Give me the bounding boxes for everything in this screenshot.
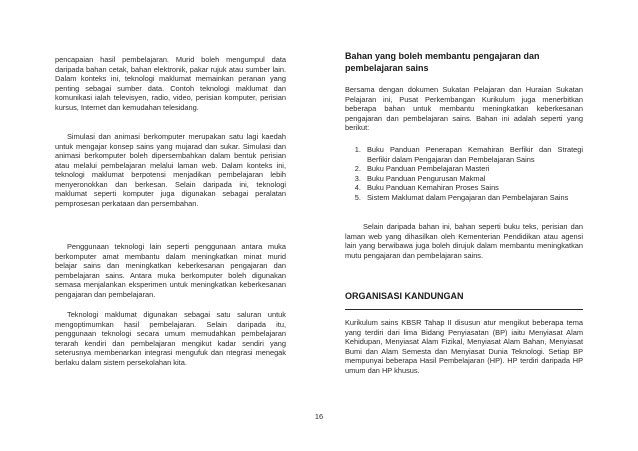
list-item: 5. Sistem Maklumat dalam Pengajaran dan Pembelajaran Sains	[363, 193, 583, 203]
heading-underline	[345, 309, 583, 310]
left-paragraph-4: Teknologi maklumat digunakan sebagai satu saluran untuk mengoptimumkan hasil pembelajaran. Selain daripada itu, penggunaan teknologi secara umum memudahkan pembelajaran terarah kendiri dan pembelajaran mengikut kadar sendiri yang seterusnya membenarkan integrasi mengufuk dan ntegrasi menegak berlaku dalam sistem persekolahan kita.	[55, 310, 286, 367]
section-heading-organisation: ORGANISASI KANDUNGAN	[345, 291, 464, 301]
left-paragraph-1: pencapaian hasil pembelajaran. Murid boleh mengumpul data daripada bahan cetak, bahan elektronik, pakar rujuk atau sumber lain. Dalam konteks ini, teknologi maklumat memainkan peranan yang penting sebagai sumber data. Contoh teknologi maklumat dan komunikasi ialah televisyen, radio, video, perisian komputer, perisian kursus, Internet dan kemudahan telesidang.	[55, 55, 286, 112]
list-item: 3. Buku Panduan Pengurusan Makmal	[363, 174, 583, 184]
list-item: 1. Buku Panduan Penerapan Kemahiran Berfikir dan Strategi Berfikir dalam Pengajaran dan Pembelajaran Sains	[363, 145, 583, 164]
section-heading-materials: Bahan yang boleh membantu pengajaran dan pembelajaran sains	[345, 51, 540, 73]
list-item: 2. Buku Panduan Pembelajaran Masteri	[363, 164, 583, 174]
page-number: 16	[314, 412, 324, 421]
left-paragraph-2: Simulasi dan animasi berkomputer merupakan satu lagi kaedah untuk mengajar konsep sains yang mujarad dan sukar. Simulasi dan animasi berkomputer boleh dipersembahkan dalam bentuk perisian atau melalui pembelajaran melalui laman web. Dalam konteks ini, teknologi maklumat berpotensi menjadikan pembelajaran lebih menyeronokkan dan berkesan. Selain daripada ini, teknologi maklumat seperti komputer juga digunakan sebagai peralatan pemprosesan perkataan dan persembahan.	[55, 132, 286, 208]
left-paragraph-3: Penggunaan teknologi lain seperti penggunaan antara muka berkomputer amat membantu dalam meningkatkan minat murid belajar sains dan meningkatkan keberkesanan pengajaran dan pembelajaran sains. Antara muka berkomputer boleh digunakan semasa menjalankan eksperimen untuk meningkatkan keberkesanan pengajaran dan pembelajaran.	[55, 242, 286, 299]
right-paragraph-2: Selain daripada bahan ini, bahan seperti buku teks, perisian dan laman web yang dihasilkan oleh Kementerian Pendidikan atau agensi lain yang berwibawa juga boleh dirujuk dalam membantu meningkatkan mutu pengajaran dan pembelajaran sains.	[345, 222, 583, 260]
right-paragraph-3: Kurikulum sains KBSR Tahap II disusun atur mengikut beberapa tema yang terdiri dari lima Bidang Penyiasatan (BP) iaitu Menyiasat Alam Kehidupan, Menyiasat Alam Fizikal, Menyiasat Alam Bahan, Menyiasat Bumi dan Alam Semesta dan Menyiasat Dunia Teknologi. Setiap BP mempunyai beberapa Hasil Pembelajaran (HP). HP terdiri daripada HP umum dan HP khusus.	[345, 318, 583, 375]
list-item: 4. Buku Panduan Kemahiran Proses Sains	[363, 183, 583, 193]
right-paragraph-1: Bersama dengan dokumen Sukatan Pelajaran dan Huraian Sukatan Pelajaran ini, Pusat Perkembangan Kurikulum juga menerbitkan beberapa bahan untuk membantu meningkatkan keberkesanan pengajaran dan pembelajaran sains. Bahan ini adalah seperti yang berikut:	[345, 85, 583, 132]
materials-list	[345, 145, 583, 202]
